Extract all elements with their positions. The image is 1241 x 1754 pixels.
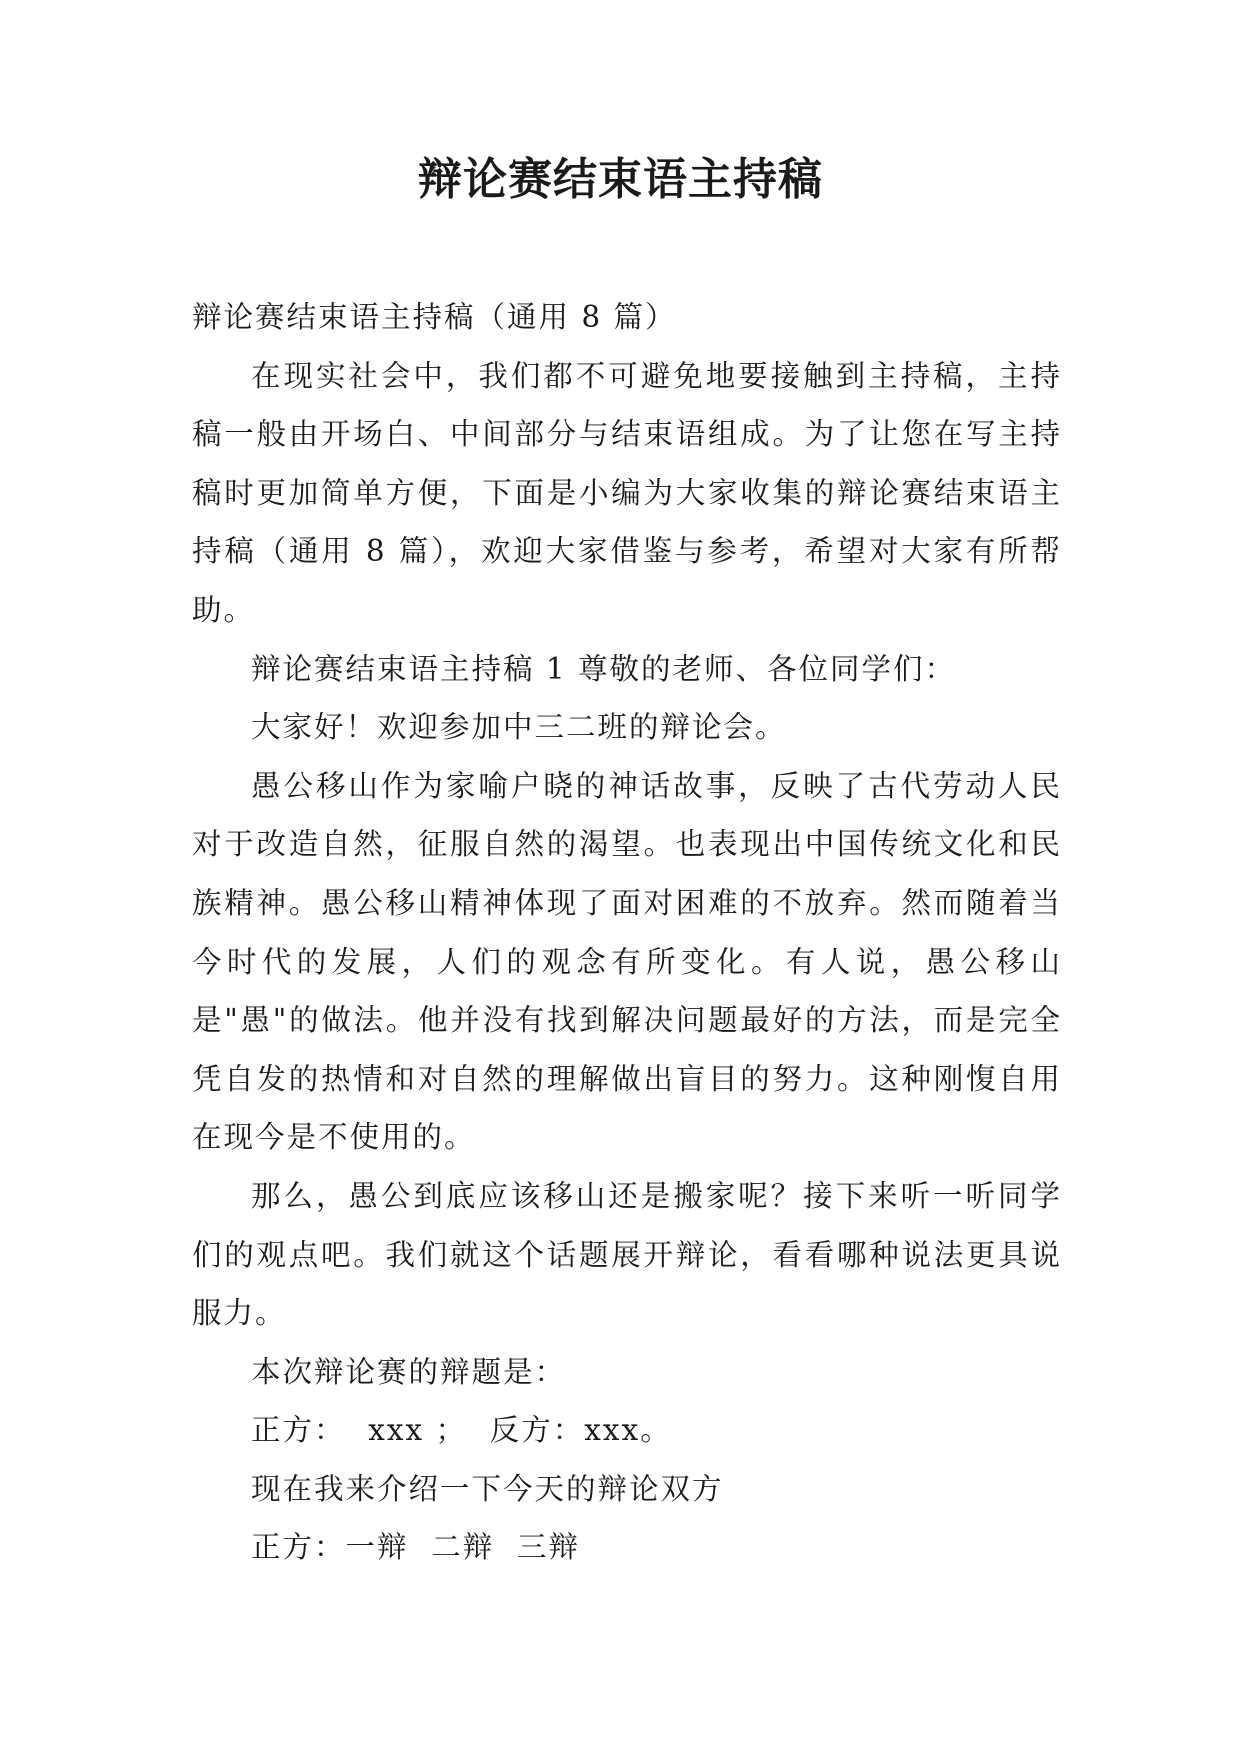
document-subtitle: 辩论赛结束语主持稿（通用 8 篇） xyxy=(192,300,677,334)
paragraph-sides: 正方： xxx ； 反方：xxx。 xyxy=(251,1413,672,1448)
document-title: 辩论赛结束语主持稿 xyxy=(418,154,823,205)
paragraph-affirmative-debaters: 正方：一辩 二辩 三辩 xyxy=(251,1530,581,1565)
paragraph-topic-label: 本次辩论赛的辩题是： xyxy=(251,1354,567,1389)
paragraph-introduce-sides: 现在我来介绍一下今天的辩论双方 xyxy=(251,1471,724,1506)
document-body xyxy=(192,288,1062,1577)
paragraph-question: 那么，愚公到底应该移山还是搬家呢？接下来听一听同学们的观点吧。我们就这个话题展开辩论，看看哪种说法更具说服力。 xyxy=(192,1178,1062,1331)
paragraph-story: 愚公移山作为家喻户晓的神话故事，反映了古代劳动人民对于改造自然，征服自然的渴望。也表现出中国传统文化和民族精神。愚公移山精神体现了面对困难的不放弃。然而随着当今时代的发展，人们的观念有所变化。有人说，愚公移山是"愚"的做法。他并没有找到解决问题最好的方法，而是完全凭自发的热情和对自然的理解做出盲目的努力。这种刚愎自用在现今是不使用的。 xyxy=(192,768,1062,1155)
paragraph-welcome: 大家好！欢迎参加中三二班的辩论会。 xyxy=(251,710,787,745)
paragraph-greeting-heading: 辩论赛结束语主持稿 1 尊敬的老师、各位同学们： xyxy=(251,651,957,686)
paragraph-intro: 在现实社会中，我们都不可避免地要接触到主持稿，主持稿一般由开场白、中间部分与结束语组成。为了让您在写主持稿时更加简单方便，下面是小编为大家收集的辩论赛结束语主持稿（通用 8 篇），欢迎大家借鉴与参考，希望对大家有所帮助。 xyxy=(192,358,1062,627)
